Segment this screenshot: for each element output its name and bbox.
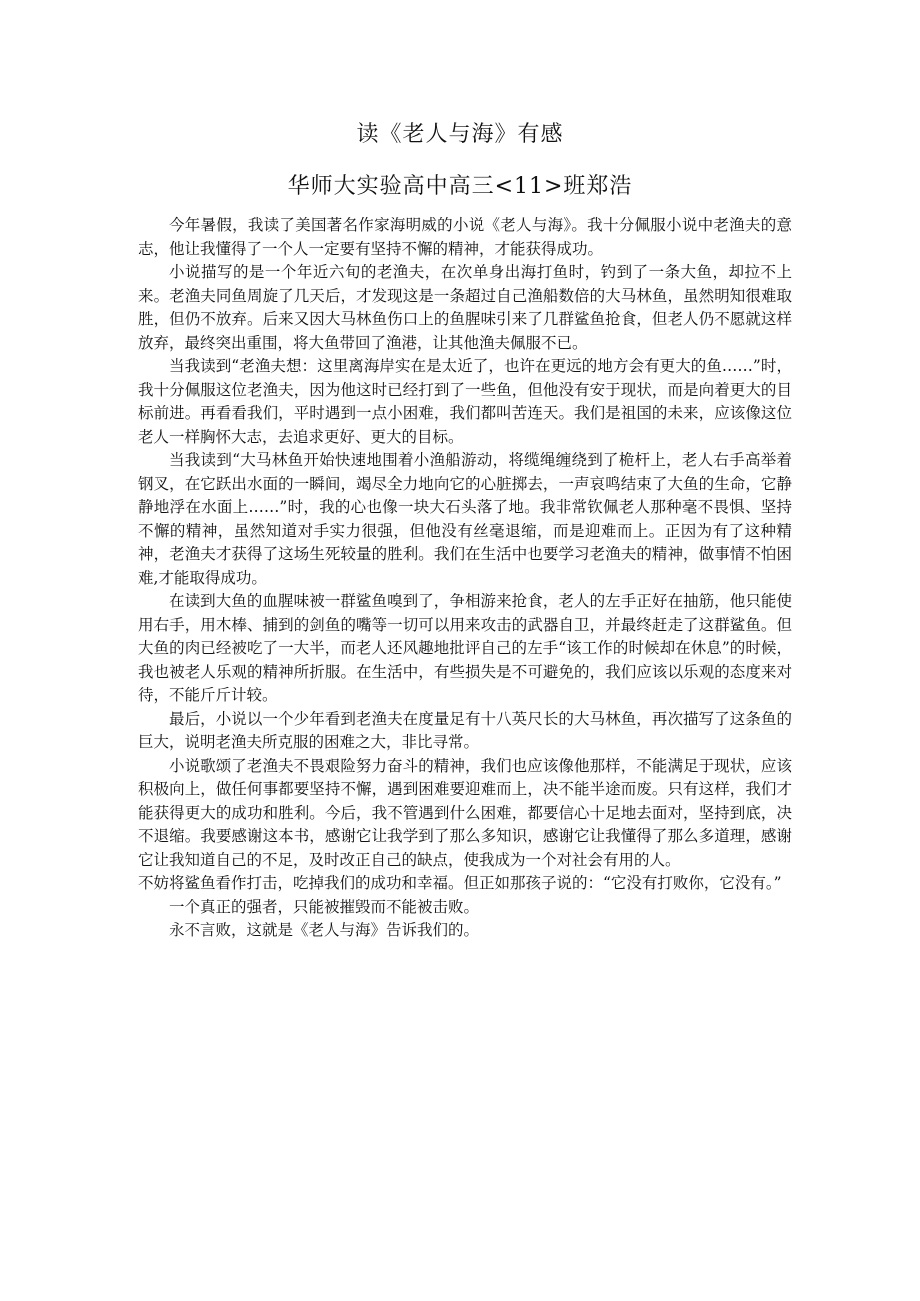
paragraph: 当我读到“大马林鱼开始快速地围着小渔船游动，将缆绳缠绕到了桅杆上，老人右手高举着钢叉，在它跃出水面的一瞬间，竭尽全力地向它的心脏掷去，一声哀鸣结束了大鱼的生命，它静静地浮在水面上……”时，我的心也像一块大石头落了地。我非常钦佩老人那种毫不畏惧、坚持不懈的精神，虽然知道对手实力很强，但他没有丝毫退缩，而是迎难而上。正因为有了这种精神，老渔夫才获得了这场生死较量的胜利。我们在生活中也要学习老渔夫的精神，做事情不怕困难,才能取得成功。 (138, 451, 792, 587)
document-body (138, 214, 792, 943)
document-author-line: 华师大实验高中高三<11>班郑浩 (287, 174, 633, 199)
paragraph: 小说描写的是一个年近六旬的老渔夫，在次单身出海打鱼时，钓到了一条大鱼，却拉不上来。老渔夫同鱼周旋了几天后，才发现这是一条超过自己渔船数倍的大马林鱼，虽然明知很难取胜，但仍不放弃。后来又因大马林鱼伤口上的鱼腥味引来了几群鲨鱼抢食，但老人仍不愿就这样放弃，最终突出重围，将大鱼带回了渔港，让其他渔夫佩服不已。 (138, 263, 792, 352)
paragraph: 不妨将鲨鱼看作打击，吃掉我们的成功和幸福。但正如那孩子说的：“它没有打败你，它没有。” (138, 874, 782, 892)
paragraph: 一个真正的强者，只能被摧毁而不能被击败。 (169, 897, 480, 916)
paragraph: 永不言败，这就是《老人与海》告诉我们的。 (169, 921, 480, 939)
paragraph: 小说歌颂了老渔夫不畏艰险努力奋斗的精神，我们也应该像他那样，不能满足于现状，应该积极向上，做任何事都要坚持不懈，遇到困难要迎难而上，决不能半途而废。只有这样，我们才能获得更大的成功和胜利。今后，我不管遇到什么困难，都要信心十足地去面对，坚持到底，决不退缩。我要感谢这本书，感谢它让我学到了那么多知识，感谢它让我懂得了那么多道理，感谢它让我知道自己的不足，及时改正自己的缺点，使我成为一个对社会有用的人。 (138, 756, 792, 869)
paragraph: 最后，小说以一个少年看到老渔夫在度量足有十八英尺长的大马林鱼，再次描写了这条鱼的巨大，说明老渔夫所克服的困难之大，非比寻常。 (138, 709, 792, 751)
paragraph: 当我读到“老渔夫想：这里离海岸实在是太近了，也许在更远的地方会有更大的鱼……”时，我十分佩服这位老渔夫，因为他这时已经打到了一些鱼，但他没有安于现状，而是向着更大的目标前进。再看看我们，平时遇到一点小困难，我们都叫苦连天。我们是祖国的未来，应该像这位老人一样胸怀大志，去追求更好、更大的目标。 (138, 357, 792, 446)
paragraph: 今年暑假，我读了美国著名作家海明威的小说《老人与海》。我十分佩服小说中老渔夫的意志，他让我懂得了一个人一定要有坚持不懈的精神，才能获得成功。 (138, 216, 792, 258)
paragraph: 在读到大鱼的血腥味被一群鲨鱼嗅到了，争相游来抢食，老人的左手正好在抽筋，他只能使用右手，用木棒、捕到的剑鱼的嘴等一切可以用来攻击的武器自卫，并最终赶走了这群鲨鱼。但大鱼的肉已经被吃了一大半，而老人还风趣地批评自己的左手“该工作的时候却在休息”的时候，我也被老人乐观的精神所折服。在生活中，有些损失是不可避免的，我们应该以乐观的态度来对待，不能斤斤计较。 (138, 592, 792, 704)
document-title: 读《老人与海》有感 (356, 122, 564, 147)
